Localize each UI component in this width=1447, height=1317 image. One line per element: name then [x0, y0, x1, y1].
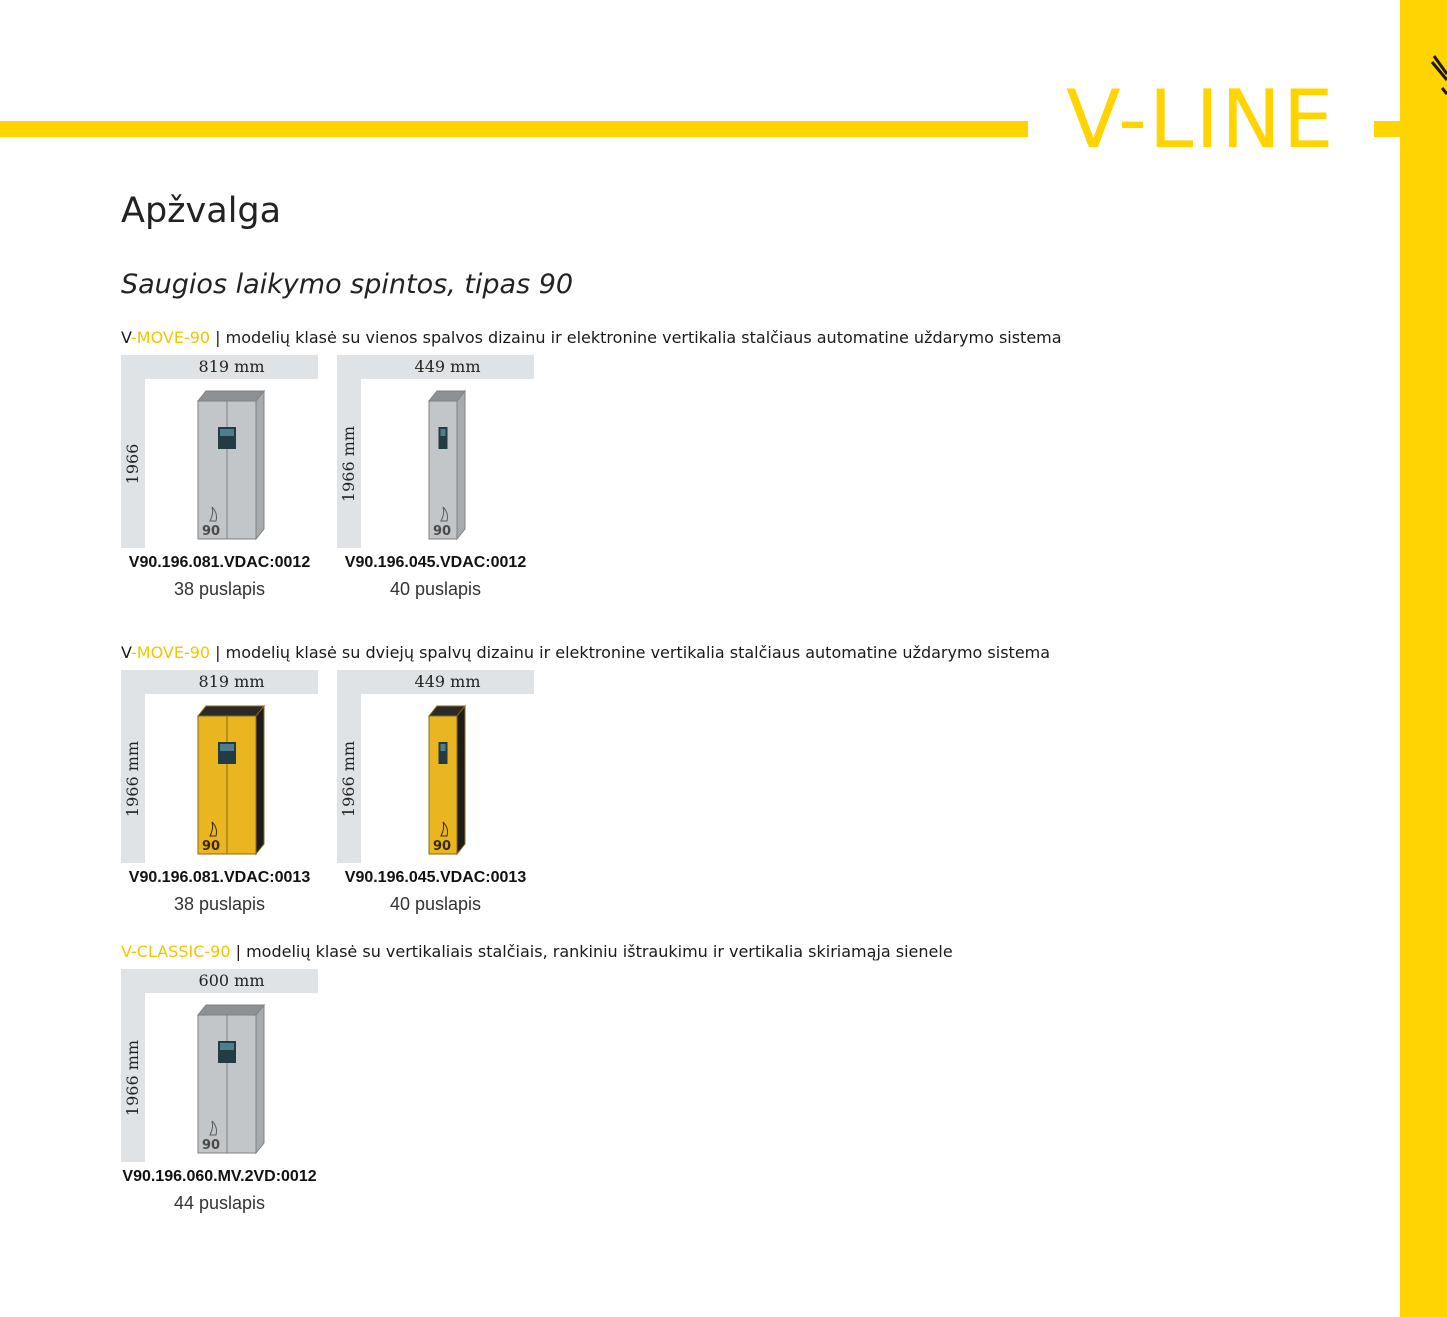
- model-name: -MOVE-90: [131, 328, 211, 347]
- side-accent-strip: [1400, 0, 1447, 1317]
- control-display: [220, 1043, 234, 1050]
- cabinet-side: [457, 706, 465, 854]
- product-card[interactable]: [121, 355, 318, 599]
- cabinet-top: [198, 1005, 264, 1015]
- section-heading: [121, 327, 1062, 349]
- cabinet-front: [429, 716, 457, 854]
- fire-rating-badge: 90: [202, 839, 221, 854]
- page-title: Apžvalga: [121, 191, 282, 231]
- width-label: 819 mm: [198, 672, 265, 691]
- height-label: 1966 mm: [123, 1039, 142, 1116]
- product-card[interactable]: [121, 670, 318, 914]
- model-description: | modelių klasė su dviejų spalvų dizainu ir elektronine vertikalia stalčiaus automatine uždarymo sistema: [210, 643, 1051, 662]
- brand-logo: V-LINE: [1066, 73, 1336, 166]
- cabinet-image: [145, 379, 318, 548]
- brand-dash: [1374, 121, 1402, 137]
- product-code[interactable]: V90.196.060.MV.2VD:0012: [122, 1168, 317, 1185]
- corner-logo-icon: [1428, 52, 1447, 98]
- height-label: 1966 mm: [339, 740, 358, 817]
- page-reference[interactable]: 38 puslapis: [173, 579, 266, 599]
- model-description: | modelių klasė su vertikaliais stalčiais, rankiniu ištraukimu ir vertikalia skiriamąja sienele: [230, 942, 953, 961]
- model-prefix: V: [121, 643, 132, 662]
- product-code[interactable]: V90.196.045.VDAC:0013: [344, 869, 527, 886]
- control-display: [441, 744, 446, 751]
- height-label: 1966 mm: [339, 425, 358, 502]
- fire-rating-badge: 90: [433, 524, 452, 539]
- product-card[interactable]: [121, 969, 318, 1213]
- fire-rating-badge: 90: [202, 1138, 221, 1153]
- control-display: [220, 744, 234, 751]
- product-card[interactable]: [337, 670, 534, 914]
- section-heading: [121, 642, 1050, 664]
- control-display: [441, 429, 446, 436]
- model-name: V-CLASSIC-90: [121, 942, 231, 961]
- model-description: | modelių klasė su vienos spalvos dizainu ir elektronine vertikalia stalčiaus automatine uždarymo sistema: [210, 328, 1062, 347]
- product-code[interactable]: V90.196.045.VDAC:0012: [344, 554, 527, 571]
- cabinet-drawing: [198, 706, 264, 854]
- cabinet-drawing: [429, 706, 465, 854]
- model-prefix: V: [121, 328, 132, 347]
- cabinet-front: [429, 401, 457, 539]
- width-label: 819 mm: [198, 357, 265, 376]
- product-code[interactable]: V90.196.081.VDAC:0012: [128, 554, 311, 571]
- model-name: -MOVE-90: [131, 643, 211, 662]
- fire-rating-badge: 90: [433, 839, 452, 854]
- header-accent-bar: [0, 121, 1028, 137]
- page-reference[interactable]: 44 puslapis: [173, 1193, 266, 1213]
- control-display: [220, 429, 234, 436]
- cabinet-image: [361, 694, 534, 863]
- width-label: 449 mm: [414, 357, 481, 376]
- width-label: 449 mm: [414, 672, 481, 691]
- cabinet-side: [256, 1005, 264, 1153]
- cabinet-side: [457, 391, 465, 539]
- cabinet-side: [256, 706, 264, 854]
- cabinet-side: [256, 391, 264, 539]
- cabinet-drawing: [198, 1005, 264, 1153]
- cabinet-top: [198, 706, 264, 716]
- height-label: 1966 mm: [123, 740, 142, 817]
- height-label: 1966: [123, 443, 142, 484]
- product-code[interactable]: V90.196.081.VDAC:0013: [128, 869, 311, 886]
- cabinet-drawing: [429, 391, 465, 539]
- page-reference[interactable]: 40 puslapis: [389, 894, 482, 914]
- cabinet-image: [361, 379, 534, 548]
- section-heading: [121, 941, 953, 963]
- page-subtitle: Saugios laikymo spintos, tipas 90: [121, 269, 574, 300]
- cabinet-drawing: [198, 391, 264, 539]
- cabinet-image: [145, 993, 318, 1162]
- cabinet-top: [198, 391, 264, 401]
- fire-rating-badge: 90: [202, 524, 221, 539]
- page-reference[interactable]: 40 puslapis: [389, 579, 482, 599]
- cabinet-image: [145, 694, 318, 863]
- width-label: 600 mm: [198, 971, 265, 990]
- page-reference[interactable]: 38 puslapis: [173, 894, 266, 914]
- product-card[interactable]: [337, 355, 534, 599]
